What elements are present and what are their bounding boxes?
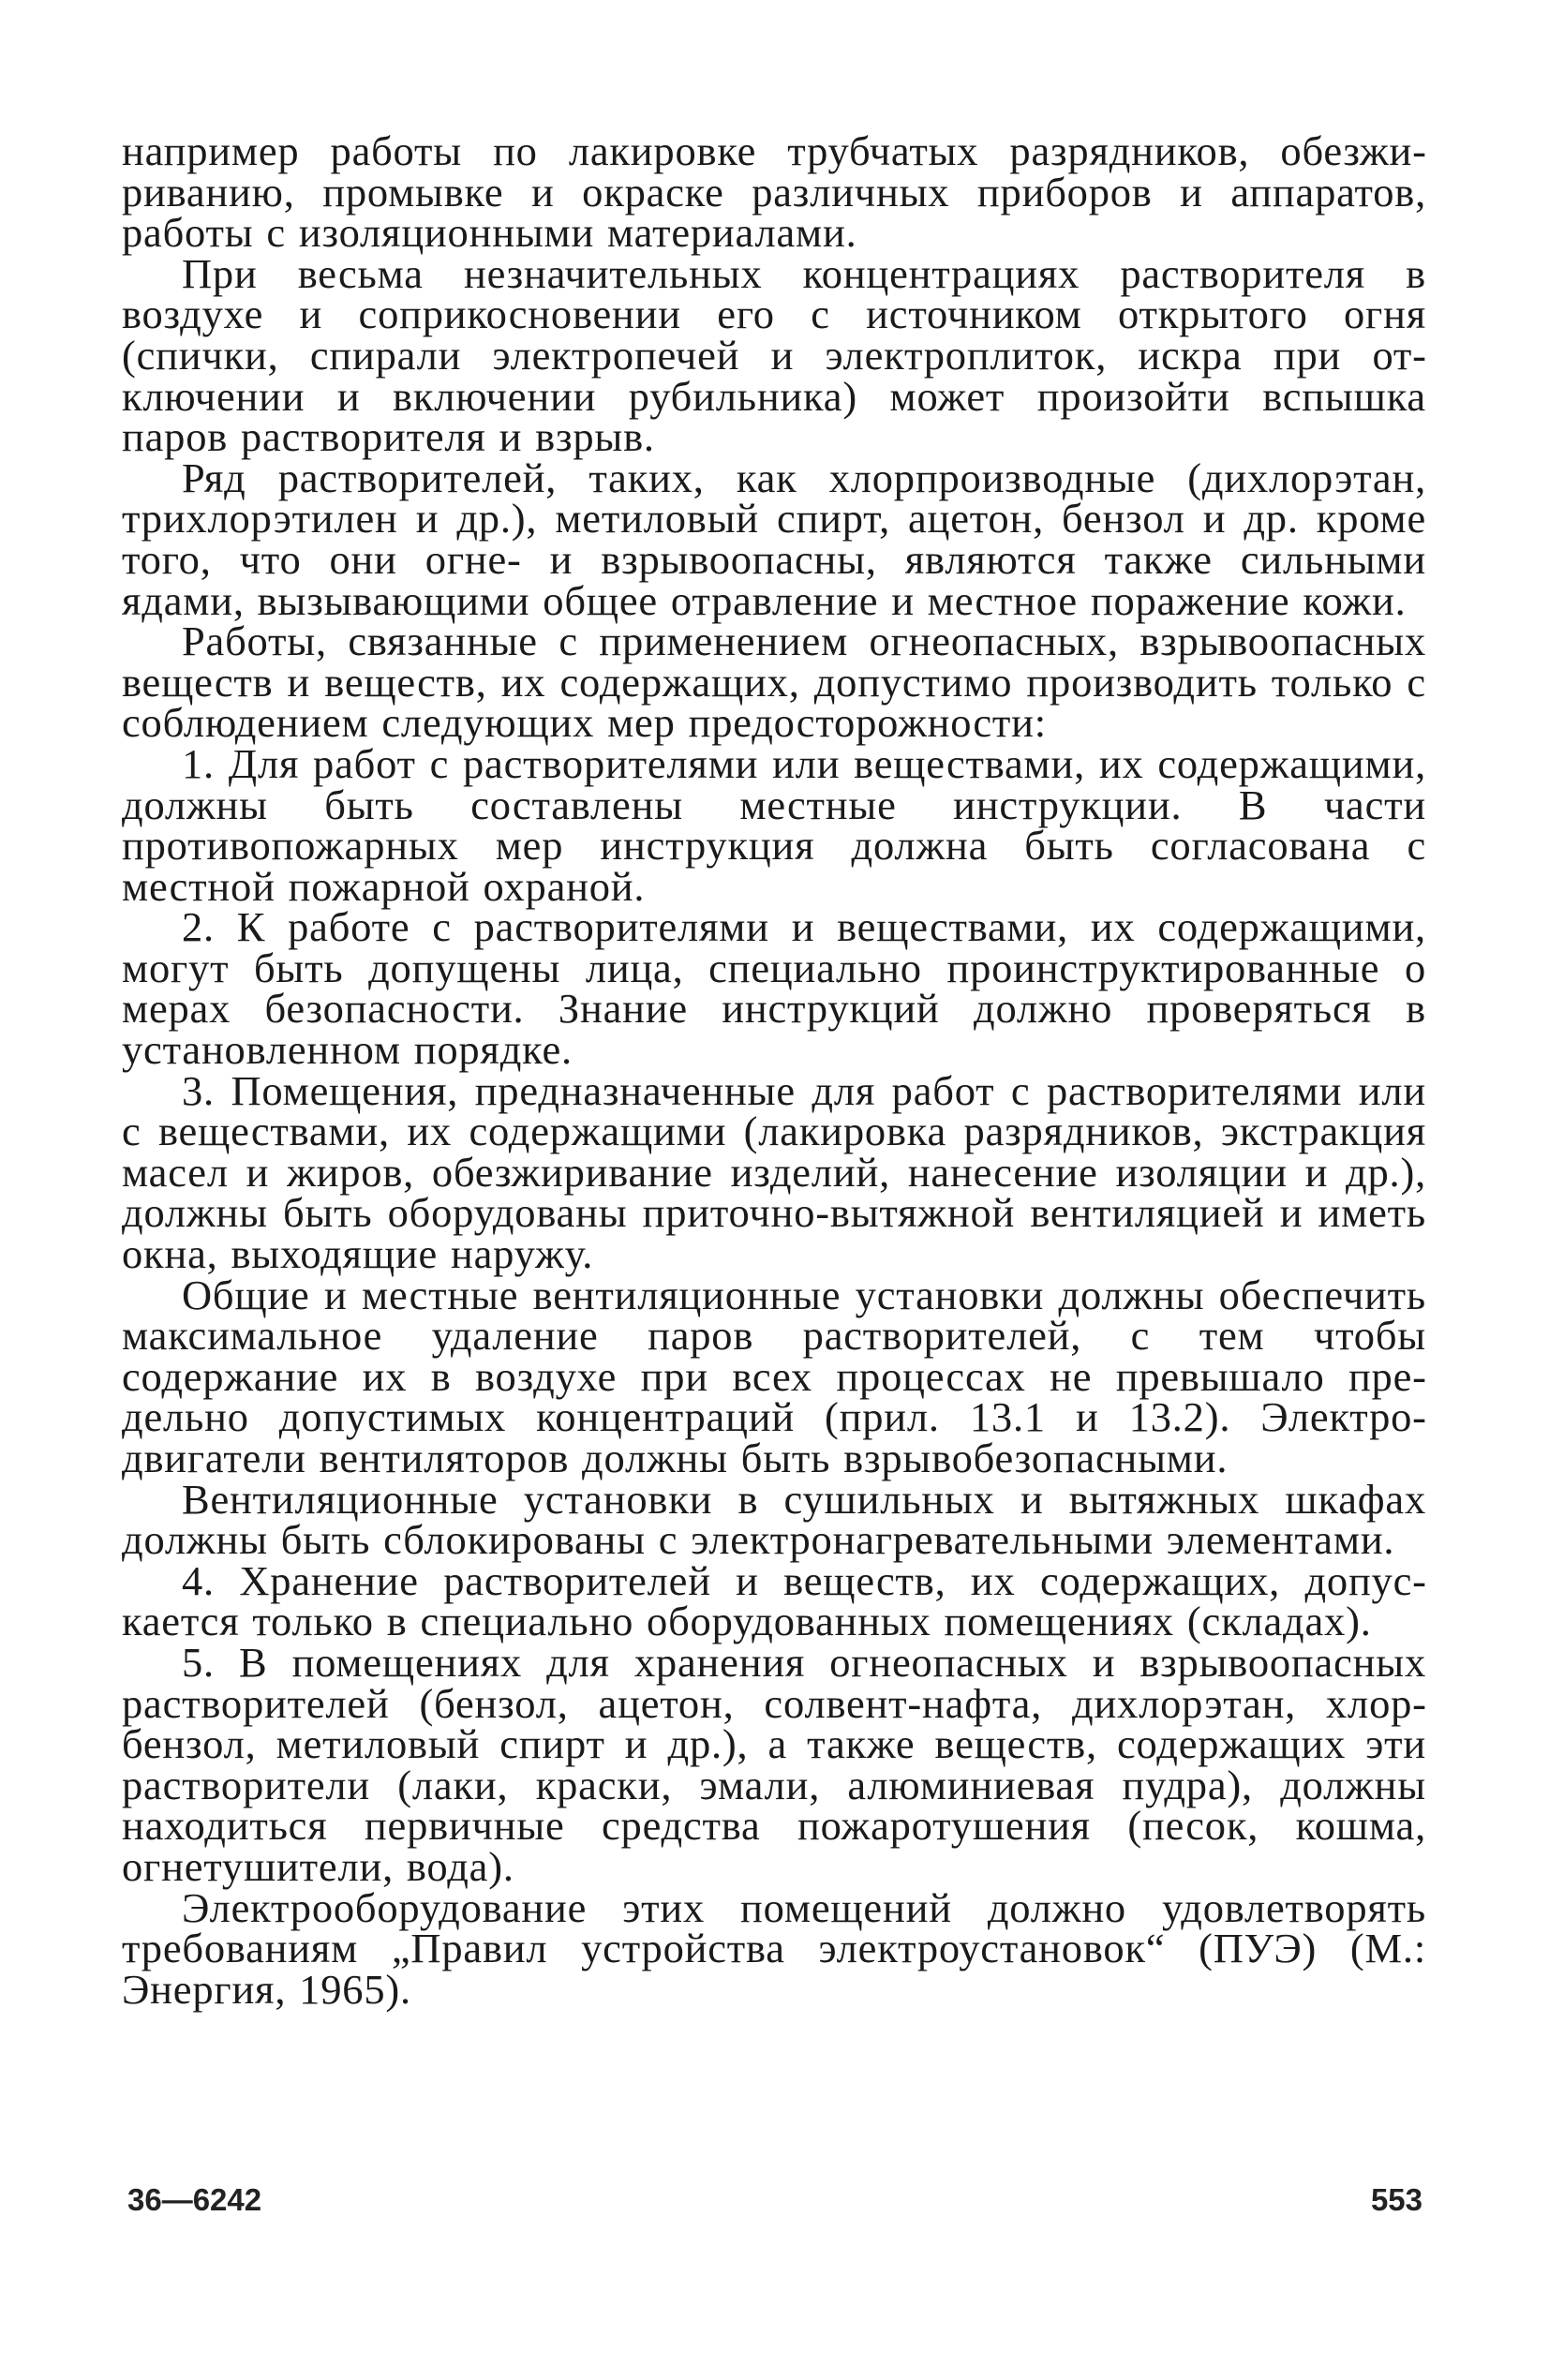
page-body [122, 127, 1426, 2013]
paragraph: Общие и местные вентиляционные установки должны обеспечить максимальное удаление паров растворителей, с тем чтобы содержание их в воздухе при всех процессах не превышало предельно допустимых концентраций (прил. 13.1 и 13.2). Электродвигатели вентиляторов должны быть взрывобезопасными. [122, 1271, 1426, 1481]
paragraph: Вентиляционные установки в сушильных и вытяжных шкафах должны быть сблокированы с электронагревательными элементами. [122, 1475, 1426, 1564]
page-footer [127, 2181, 1422, 2228]
paragraph: Работы, связанные с применением огнеопасных, взрывоопасных веществ и веществ, их содержащих, допустимо производить только с соблюдением следующих мер предосторожности: [122, 617, 1426, 747]
list-item-5: 5. В помещениях для хранения огнеопасных и взрывоопасных растворителей (бензол, ацетон, солвент-нафта, дихлорэтан, хлорбензол, метиловый спирт и др.), а также веществ, содержащих эти растворители (лаки, краски, эмали, алюминиевая пудра), должны находиться первичные средства пожаротушения (песок, кошма, огнетушители, вода). [122, 1638, 1426, 1890]
list-item-1: 1. Для работ с растворителями или веществами, их содержащими, должны быть составлены местные инструкции. В части противопожарных мер инструкция должна быть согласована с местной пожарной охраной. [122, 739, 1426, 910]
paragraph: Ряд растворителей, таких, как хлорпроизводные (дихлорэтан, трихлорэтилен и др.), метиловый спирт, ацетон, бензол и др. кроме того, что они огне- и взрывоопасны, являются также сильными ядами, вызывающими общее отравление и местное поражение кожи. [122, 454, 1426, 624]
list-item-3: 3. Помещения, предназначенные для работ с растворителями или с веществами, их содержащими (лакировка разрядников, экстракция масел и жиров, обезжиривание изделий, нанесение изоляции и др.), должны быть оборудованы приточно-вытяжной вентиляцией и иметь окна, выходящие наружу. [122, 1066, 1426, 1278]
paragraph: например работы по лакировке трубчатых разрядников, обезжириванию, промывке и окраске различных приборов и аппаратов, работы с изоляционными материалами. [122, 127, 1426, 257]
list-item-2: 2. К работе с растворителями и веществами, их содержащими, могут быть допущены лица, специально проинструктированные о мерах безопасности. Знание инструкций должно проверяться в установленном порядке. [122, 903, 1426, 1074]
page-number: 553 [1370, 2182, 1422, 2217]
paragraph: При весьма незначительных концентрациях растворителя в воздухе и соприкосновении его с источником открытого огня (спички, спирали электропечей и электроплиток, искра при отключении и включении рубильника) может произойти вспышка паров растворителя и взрыв. [122, 249, 1426, 461]
list-item-4: 4. Хранение растворителей и веществ, их содержащих, допускается только в специально оборудованных помещениях (складах). [122, 1556, 1426, 1645]
paragraph: Электрооборудование этих помещений должно удовлетворять требованиям „Правил устройства электроустановок“ (ПУЭ) (М.: Энергия, 1965). [122, 1883, 1426, 2013]
printer-signature: 36—6242 [127, 2182, 262, 2217]
